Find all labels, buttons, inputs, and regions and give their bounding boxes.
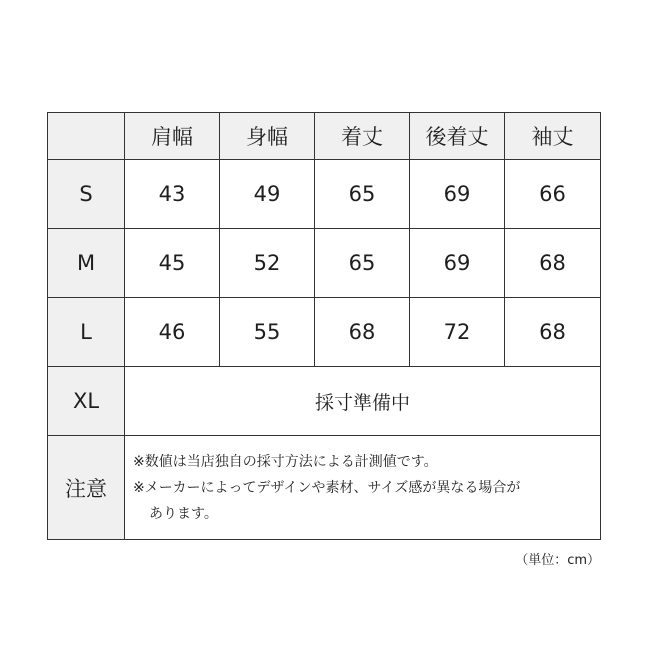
- row-size-label: M: [48, 229, 125, 298]
- table-row-xl: [48, 367, 601, 436]
- measurement-pending-text: 採寸準備中: [125, 367, 601, 436]
- header-back-length: 後着丈: [410, 113, 505, 160]
- table-cell: 72: [410, 298, 505, 367]
- header-length: 着丈: [315, 113, 410, 160]
- table-cell: 52: [220, 229, 315, 298]
- header-row: [48, 113, 601, 160]
- notes-row: [48, 436, 601, 540]
- note-line: ※数値は当店独自の採寸方法による計測値です。: [133, 453, 438, 470]
- table-row-m: [48, 229, 601, 298]
- header-sleeve-length: 袖丈: [505, 113, 601, 160]
- note-line: ※メーカーによってデザインや素材、サイズ感が異なる場合が: [133, 479, 521, 496]
- note-line: あります。: [149, 505, 218, 522]
- notes-label: 注意: [48, 436, 125, 540]
- row-size-label: S: [48, 160, 125, 229]
- row-size-label: XL: [48, 367, 125, 436]
- table-cell: 65: [315, 160, 410, 229]
- table-row-s: [48, 160, 601, 229]
- table-cell: 55: [220, 298, 315, 367]
- table-cell: 65: [315, 229, 410, 298]
- table-cell: 49: [220, 160, 315, 229]
- table-cell: 69: [410, 160, 505, 229]
- table-cell: 68: [505, 298, 601, 367]
- notes-cell: [125, 436, 601, 540]
- header-shoulder-width: 肩幅: [125, 113, 220, 160]
- header-corner: [48, 113, 125, 160]
- table-cell: 43: [125, 160, 220, 229]
- header-body-width: 身幅: [220, 113, 315, 160]
- size-chart-table: [47, 112, 601, 540]
- table-cell: 45: [125, 229, 220, 298]
- table-row-l: [48, 298, 601, 367]
- table-cell: 66: [505, 160, 601, 229]
- table-cell: 68: [505, 229, 601, 298]
- table-cell: 69: [410, 229, 505, 298]
- unit-note: （単位：cm）: [515, 553, 600, 568]
- row-size-label: L: [48, 298, 125, 367]
- table-cell: 46: [125, 298, 220, 367]
- table-cell: 68: [315, 298, 410, 367]
